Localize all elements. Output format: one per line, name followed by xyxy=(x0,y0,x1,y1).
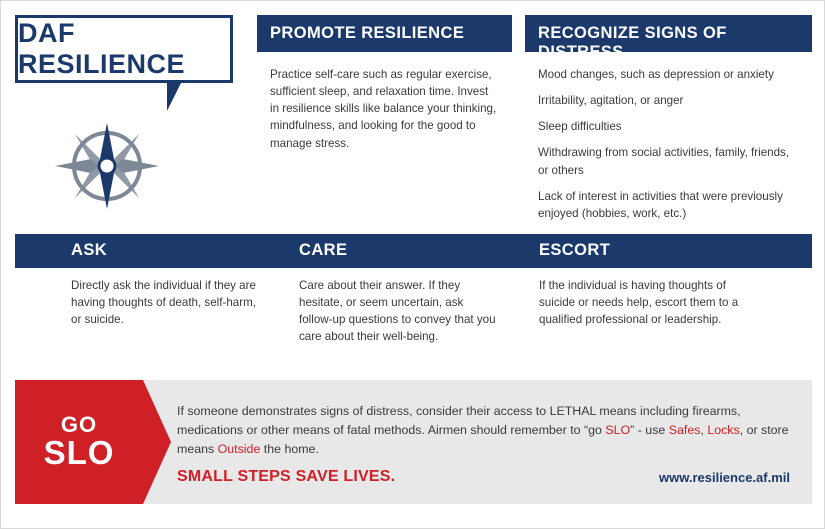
go-slo-body-part1: If someone demonstrates signs of distress, consider their access to LETHAL means including firearms, medications or other means of fatal methods. Airmen should remember to “go xyxy=(177,404,741,438)
speech-bubble-tail xyxy=(167,83,181,111)
go-slo-badge xyxy=(15,380,143,504)
brand-block xyxy=(15,15,245,220)
website-link[interactable]: www.resilience.af.mil xyxy=(658,470,790,485)
go-slo-block xyxy=(15,380,812,504)
distress-sign-item: Withdrawing from social activities, family, friends, or others xyxy=(538,146,790,177)
distress-sign-item: Irritability, agitation, or anger xyxy=(538,94,684,108)
ace-ask-text: Directly ask the individual if they are having thoughts of death, self-harm, or suicide. xyxy=(71,279,256,327)
go-slo-body-locks: Locks xyxy=(707,423,740,438)
go-slo-body-part5: the home. xyxy=(260,442,319,457)
recognize-distress-header: RECOGNIZE SIGNS OF DISTRESS xyxy=(525,15,812,52)
column-promote-resilience xyxy=(257,15,512,152)
go-slo-body-part2: ” - use xyxy=(630,423,669,438)
column-recognize-distress xyxy=(525,15,812,222)
go-slo-body-slo: SLO xyxy=(605,423,631,438)
tagline: SMALL STEPS SAVE LIVES. xyxy=(177,468,396,485)
distress-sign-item: Sleep difficulties xyxy=(538,120,622,134)
ace-ask-title: ASK xyxy=(71,241,108,259)
ace-care-text: Care about their answer. If they hesitate, or seem uncertain, ask follow-up questions to convey that you care about their well-being. xyxy=(299,279,496,344)
distress-sign-item: Mood changes, such as depression or anxiety xyxy=(538,68,774,81)
go-slo-body-safes: Safes xyxy=(668,423,701,438)
ace-escort-title: ESCORT xyxy=(539,241,611,259)
brand-title: DAF RESILIENCE xyxy=(18,18,186,79)
go-slo-body-outside: Outside xyxy=(217,442,261,457)
go-slo-badge-line2: SLO xyxy=(43,434,115,472)
distress-sign-item: Lack of interest in activities that were previously enjoyed (hobbies, work, etc.) xyxy=(538,189,783,220)
go-slo-body-part4: , or store means xyxy=(177,423,789,457)
promote-paragraph: Practice self-care such as regular exercise, sufficient sleep, and relaxation time. Invest in resilience skills like balance your thinking, mindfulness, and looking for the good to manage stress. xyxy=(270,68,497,150)
ace-band xyxy=(15,234,812,268)
promote-resilience-body xyxy=(257,52,512,152)
ace-escort-text: If the individual is having thoughts of suicide or needs help, escort them to a qualified professional or leadership. xyxy=(539,279,739,327)
brand-speech-bubble xyxy=(15,15,233,83)
go-slo-badge-line1: GO xyxy=(60,412,98,438)
go-slo-arrow xyxy=(143,380,171,504)
go-slo-body-part3: , xyxy=(700,423,708,438)
ace-text-row xyxy=(15,277,812,357)
compass-rose-icon xyxy=(53,121,161,211)
ace-care-title: CARE xyxy=(299,241,348,259)
go-slo-body xyxy=(177,402,792,460)
top-row xyxy=(15,15,812,220)
promote-resilience-header: PROMOTE RESILIENCE xyxy=(257,15,512,52)
recognize-distress-body xyxy=(525,52,812,222)
